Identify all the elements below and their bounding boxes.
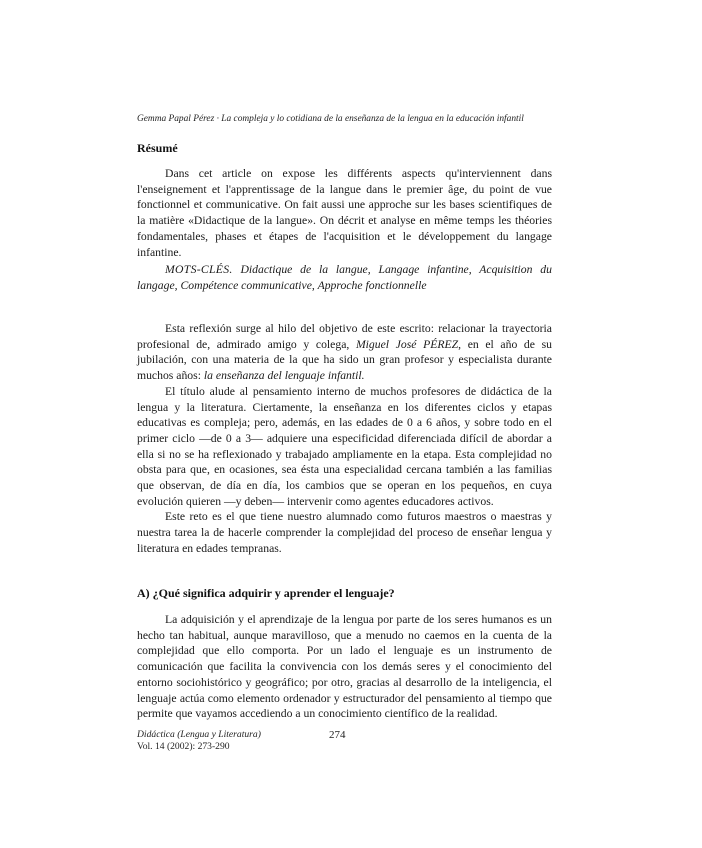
section-a-paragraph-1: La adquisición y el aprendizaje de la lengua por parte de los seres humanos es un hecho tan habitual, aunque maravilloso, que a menudo no caemos en la cuenta de la complejidad que ello comporta. Por un lado el lenguaje es un instrumento de comunicación que facilita la convivencia con los demás seres y el conocimiento del entorno sociohistórico y geográfico; por otro, gracias al desarrollo de la inteligencia, el lenguaje actúa como elemento ordenador y estructurador del pensamiento al tiempo que permite que vayamos accediendo a un conocimiento científico de la realidad.	[137, 613, 552, 721]
resume-body: Dans cet article on expose les différents aspects qu'interviennent dans l'enseignement et l'apprentissage de la langue dans le premier âge, du point de vue fonctionnel et communicative. On fait aussi une approche sur les bases scientifiques de la matière «Didactique de la langue». On décrit et analyse en même temps les théories fondamentales, phases et étapes de l'acquisition et le développement du langage infantine.	[137, 167, 552, 259]
header-title: La compleja y lo cotidiana de la enseñanza de la lengua en la educación infantil	[221, 114, 524, 124]
intro-p1-a: Esta reflexión surge al hilo del objetivo de este escrito: relacionar la trayectoria profesional de, admirado amigo y colega,	[137, 322, 552, 351]
header-separator: ·	[216, 114, 222, 124]
page-number: 274	[329, 729, 346, 741]
running-header	[137, 114, 557, 124]
keywords-paragraph	[137, 262, 552, 293]
intro-paragraph-3: Este reto es el que tiene nuestro alumnado como futuros maestros o maestras y nuestra tarea la de hacerle comprender la complejidad del proceso de enseñar lengua y literatura en edades tempranas.	[137, 510, 552, 555]
honoree-name: Miguel José PÉREZ	[355, 337, 459, 351]
footer-journal: Didáctica (Lengua y Literatura)	[137, 729, 261, 740]
keywords-label: MOTS-CLÉS.	[165, 263, 233, 277]
header-author: Gemma Papal Pérez	[137, 114, 215, 124]
section-a	[137, 612, 552, 722]
intro-paragraph-2: El título alude al pensamiento interno de muchos profesores de didáctica de la lengua y la literatura. Ciertamente, la enseñanza en los diferentes ciclos y etapas educativas es compleja; pero, además, en las edades de 0 a 6 años, y sobre todo en el primer ciclo —de 0 a 3— adquiere una especificidad diferenciada difícil de abordar a ella si no se ha reflexionado y trabajado ampliamente en la etapa. Esta complejidad no obsta para que, en ocasiones, sea ésta una especialidad cercana también a las familias que observan, de día en día, los cambios que se operan en los pequeños, en cuya evolución quieren —y deben— intervenir como agentes educadores activos.	[137, 384, 552, 508]
intro-section	[137, 321, 552, 557]
footer-citation	[137, 729, 261, 753]
intro-paragraph-1	[137, 321, 552, 384]
footer-volume: Vol. 14 (2002): 273-290	[137, 741, 230, 752]
section-a-heading: A) ¿Qué significa adquirir y aprender el lenguaje?	[137, 586, 395, 600]
keywords-list: Didactique de la langue, Langage infantine, Acquisition du langage, Compétence communicative, Approche fonctionnelle	[137, 263, 552, 292]
resume-section	[137, 166, 552, 294]
intro-p1-b: , en el año de su jubilación, con una materia de la que ha sido un gran profesor y especialista durante muchos años:	[137, 337, 552, 383]
intro-topic: la enseñanza del lenguaje infantil.	[203, 369, 365, 383]
resume-heading: Résumé	[137, 141, 178, 155]
